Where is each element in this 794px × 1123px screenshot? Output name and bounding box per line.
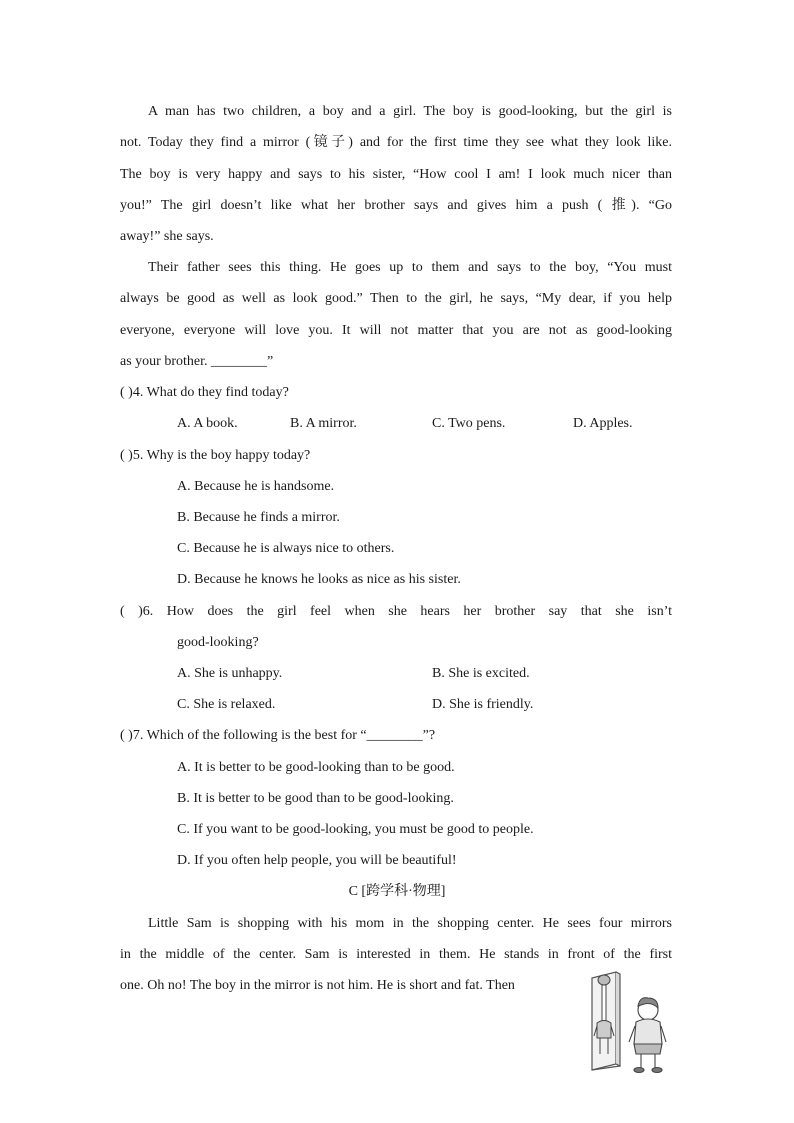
question-5-option-d[interactable]: D. Because he knows he looks as nice as his sister. — [177, 572, 461, 587]
question-4-stem: ( )4. What do they find today? — [120, 385, 289, 400]
passage-line: away!” she says. — [120, 229, 214, 244]
question-6-option-b[interactable]: B. She is excited. — [432, 666, 530, 681]
passage-line: always be good as well as look good.” Then to the girl, he says, “My dear, if you help — [120, 291, 672, 306]
question-7-option-d[interactable]: D. If you often help people, you will be beautiful! — [177, 853, 457, 868]
passage-line: as your brother. ________” — [120, 354, 274, 369]
question-7-stem: ( )7. Which of the following is the best for “________”? — [120, 728, 436, 743]
question-4-option-c[interactable]: C. Two pens. — [432, 416, 506, 431]
question-4-option-d[interactable]: D. Apples. — [573, 416, 633, 431]
passage-line: The boy is very happy and says to his sister, “How cool I am! I look much nicer than — [120, 167, 672, 182]
section-c-heading: C [跨学科·物理] — [348, 884, 446, 899]
question-7-option-c[interactable]: C. If you want to be good-looking, you must be good to people. — [177, 822, 534, 837]
question-4-option-a[interactable]: A. A book. — [177, 416, 238, 431]
question-6-option-c[interactable]: C. She is relaxed. — [177, 697, 276, 712]
question-6-option-a[interactable]: A. She is unhappy. — [177, 666, 283, 681]
passage-line: A man has two children, a boy and a girl. The boy is good-looking, but the girl is — [148, 104, 672, 119]
passage-line: you!” The girl doesn’t like what her brother says and gives him a push ( 推). “Go — [120, 198, 672, 213]
passage-line: not. Today they find a mirror (镜子) and for the first time they see what they look like. — [120, 135, 672, 150]
mirror-boy-illustration — [586, 968, 676, 1078]
passage-line: Their father sees this thing. He goes up to them and says to the boy, “You must — [148, 260, 672, 275]
boy-figure — [629, 998, 666, 1073]
passage-line: everyone, everyone will love you. It will not matter that you are not as good-looking — [120, 323, 672, 338]
question-6-stem-continued: good-looking? — [177, 635, 259, 650]
passage-line: Little Sam is shopping with his mom in the shopping center. He sees four mirrors — [148, 916, 672, 931]
question-6-stem: ( )6. How does the girl feel when she hears her brother say that she isn’t — [120, 604, 672, 619]
question-7-option-a[interactable]: A. It is better to be good-looking than to be good. — [177, 760, 455, 775]
question-7-option-b[interactable]: B. It is better to be good than to be good-looking. — [177, 791, 454, 806]
question-5-stem: ( )5. Why is the boy happy today? — [120, 448, 311, 463]
question-5-option-c[interactable]: C. Because he is always nice to others. — [177, 541, 395, 556]
question-4-option-b[interactable]: B. A mirror. — [290, 416, 357, 431]
question-5-option-a[interactable]: A. Because he is handsome. — [177, 479, 335, 494]
passage-line: one. Oh no! The boy in the mirror is not him. He is short and fat. Then — [120, 978, 515, 993]
question-5-option-b[interactable]: B. Because he finds a mirror. — [177, 510, 340, 525]
question-6-option-d[interactable]: D. She is friendly. — [432, 697, 534, 712]
passage-line: in the middle of the center. Sam is interested in them. He stands in front of the first — [120, 947, 672, 962]
